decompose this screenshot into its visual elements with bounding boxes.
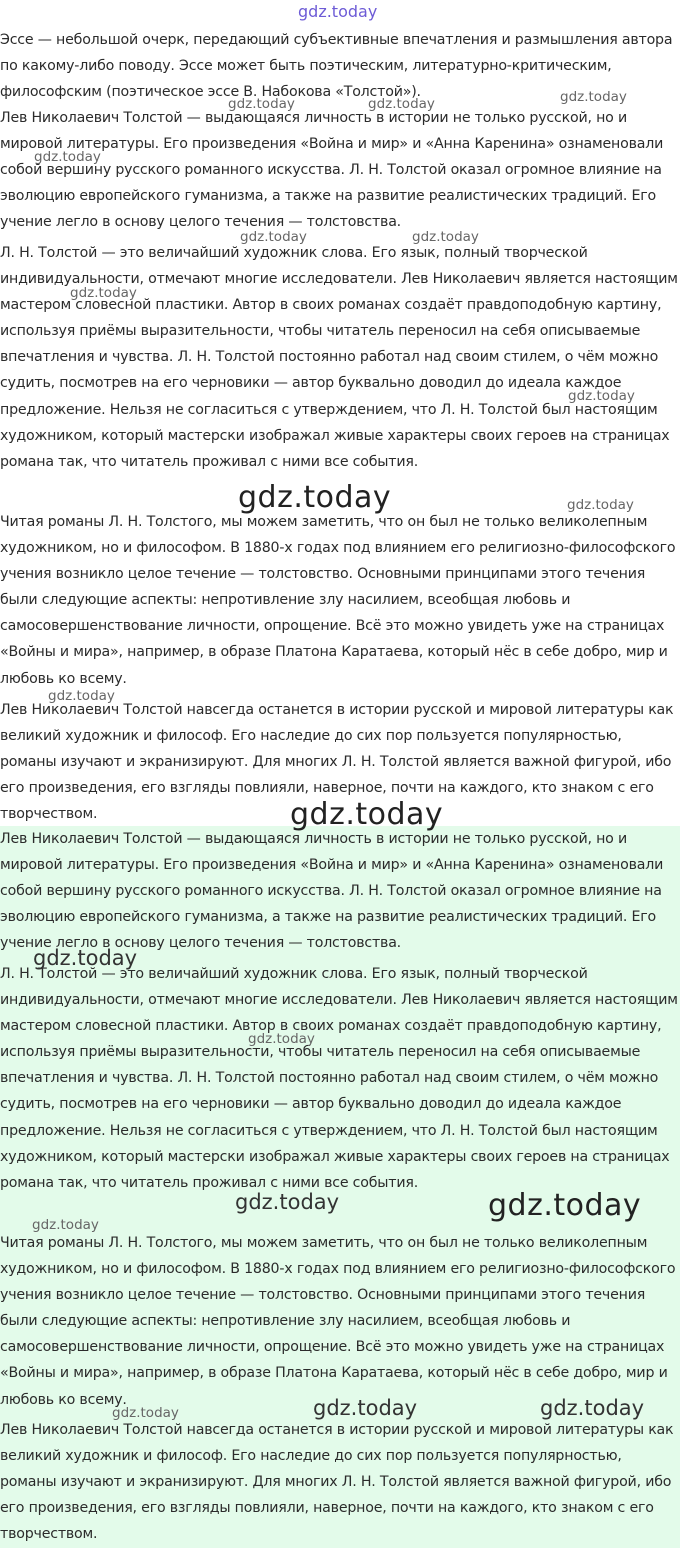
watermark: gdz.today xyxy=(488,1188,642,1223)
watermark: gdz.today xyxy=(368,96,435,112)
watermark: gdz.today xyxy=(567,497,634,513)
watermark: gdz.today xyxy=(540,1396,645,1420)
paragraph-philosopher-copy: Читая романы Л. Н. Толстого, мы можем заметить, что он был не только великолепным художником, но и философом. В 1880-х годах под влиянием его религиозно-философского учения возникло целое течение — толстовство. Основными принципами этого течения были следующие аспекты: непротивление злу насилием, всеобщая любовь и самосовершенствование личности, опрощение. Всё это можно увидеть уже на страницах «Войны и мира», например, в образе Платона Каратаева, который нёс в себе добро, мир и любовь ко всему. xyxy=(0,1235,676,1408)
watermark: gdz.today xyxy=(240,229,307,245)
watermark: gdz.today xyxy=(298,2,378,21)
watermark: gdz.today xyxy=(48,688,115,704)
watermark: gdz.today xyxy=(290,797,444,832)
watermark: gdz.today xyxy=(228,96,295,112)
watermark: gdz.today xyxy=(112,1405,179,1421)
paragraph-conclusion-copy: Лев Николаевич Толстой навсегда останется в истории русской и мировой литературы как великий художник и философ. Его наследие до сих пор пользуется популярностью, романы изучают и экранизируют. Для многих Л. Н. Толстой является важной фигурой, ибо его произведения, его взгляды повлияли, наверное, почти на каждого, кто знаком с его творчеством. xyxy=(0,1422,674,1543)
watermark: gdz.today xyxy=(568,388,635,404)
watermark: gdz.today xyxy=(34,149,101,165)
paragraph-philosopher: Читая романы Л. Н. Толстого, мы можем заметить, что он был не только великолепным художником, но и философом. В 1880-х годах под влиянием его религиозно-философского учения возникло целое течение — толстовство. Основными принципами этого течения были следующие аспекты: непротивление злу насилием, всеобщая любовь и самосовершенствование личности, опрощение. Всё это можно увидеть уже на страницах «Войны и мира», например, в образе Платона Каратаева, который нёс в себе добро, мир и любовь ко всему. xyxy=(0,514,676,687)
watermark: gdz.today xyxy=(33,946,138,970)
watermark: gdz.today xyxy=(235,1190,340,1214)
paragraph-artist-of-word-copy: Л. Н. Толстой — это величайший художник слова. Его язык, полный творческой индивидуальности, отмечают многие исследователи. Лев Николаевич является настоящим мастером словесной пластики. Автор в своих романах создаёт правдоподобную картину, используя приёмы выразительности, чтобы читатель переносил на себя описываемые впечатления и чувства. Л. Н. Толстой постоянно работал над своим стилем, о чём можно судить, посмотрев на его черновики — автор буквально доводил до идеала каждое предложение. Нельзя не согласиться с утверждением, что Л. Н. Толстой был настоящим художником, который мастерски изображал живые характеры своих героев на страницах романа так, что читатель проживал с ними все события. xyxy=(0,966,678,1191)
watermark: gdz.today xyxy=(32,1217,99,1233)
paragraph-intro: Эссе — небольшой очерк, передающий субъективные впечатления и размышления автора по какому-либо поводу. Эссе может быть поэтическим, литературно-критическим, философским (поэтическое эссе В. Набокова «Толстой»). xyxy=(0,32,673,101)
watermark: gdz.today xyxy=(238,480,392,515)
watermark: gdz.today xyxy=(70,285,137,301)
watermark: gdz.today xyxy=(560,89,627,105)
watermark: gdz.today xyxy=(248,1031,315,1047)
paragraph-tolstoy-personality-copy: Лев Николаевич Толстой — выдающаяся личность в истории не только русской, но и мировой литературы. Его произведения «Война и мир» и «Анна Каренина» ознаменовали собой вершину русского романного искусства. Л. Н. Толстой оказал огромное влияние на эволюцию европейского гуманизма, а также на развитие реалистических традиций. Его учение легло в основу целого течения — толстовства. xyxy=(0,831,664,952)
paragraph-conclusion: Лев Николаевич Толстой навсегда останется в истории русской и мировой литературы как великий художник и философ. Его наследие до сих пор пользуется популярностью, романы изучают и экранизируют. Для многих Л. Н. Толстой является важной фигурой, ибо его произведения, его взгляды повлияли, наверное, почти на каждого, кто знаком с его творчеством. xyxy=(0,702,674,823)
watermark: gdz.today xyxy=(412,229,479,245)
paragraph-tolstoy-personality: Лев Николаевич Толстой — выдающаяся личность в истории не только русской, но и мировой литературы. Его произведения «Война и мир» и «Анна Каренина» ознаменовали собой вершину русского романного искусства. Л. Н. Толстой оказал огромное влияние на эволюцию европейского гуманизма, а также на развитие реалистических традиций. Его учение легло в основу целого течения — толстовства. xyxy=(0,110,664,231)
paragraph-artist-of-word: Л. Н. Толстой — это величайший художник слова. Его язык, полный творческой индивидуальности, отмечают многие исследователи. Лев Николаевич является настоящим мастером словесной пластики. Автор в своих романах создаёт правдоподобную картину, используя приёмы выразительности, чтобы читатель переносил на себя описываемые впечатления и чувства. Л. Н. Толстой постоянно работал над своим стилем, о чём можно судить, посмотрев на его черновики — автор буквально доводил до идеала каждое предложение. Нельзя не согласиться с утверждением, что Л. Н. Толстой был настоящим художником, который мастерски изображал живые характеры своих героев на страницах романа так, что читатель проживал с ними все события. xyxy=(0,245,678,470)
watermark: gdz.today xyxy=(313,1396,418,1420)
